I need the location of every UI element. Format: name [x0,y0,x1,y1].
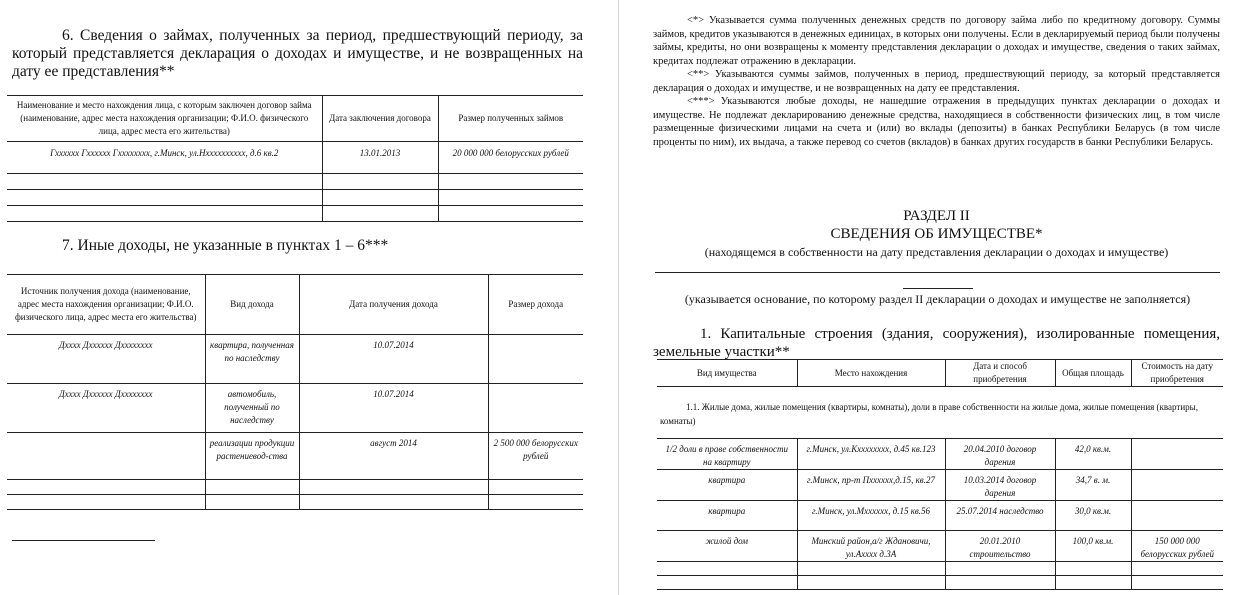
table-row [657,562,1223,576]
income-cell [299,495,488,510]
footnote-other-income: <***> Указываются любые доходы, не нашедшие отражения в предыдущих пунктах декларации о доходах и имуществе. Не подлежат декларированию денежные средства, находящиеся в собственности физических лиц, в том числе размещенные физическими лицами на счета и (или) во вклады (депозиты) в банках Республики Беларусь (в том числе проценты по ним), их выдача, а также перевод со счетов (вкладов) в банках других государств в банки Республики Беларусь. [653,96,1220,148]
estate-cell [945,562,1055,576]
loans-header-amount: Размер полученных займов [438,96,583,142]
income-cell: автомобиль, полученный по наследству [205,384,299,433]
income-header-source: Источник получения дохода (наименование, адрес места нахождения организации; Ф.И.О. физического лица, адрес места его жительства) [7,275,205,335]
income-cell: квартира, полученная по наследству [205,335,299,384]
estate-cell: 42,0 кв.м. [1055,439,1131,470]
income-cell [205,480,299,495]
loans-cell: Гхххххх Гхххххх Гхххххххх, г.Минск, ул.Нхххххххххх, д.6 кв.2 [7,142,322,174]
table-row [7,335,583,384]
estate-cell: жилой дом [657,531,797,562]
table-row [7,142,583,174]
section1-title: 1. Капитальные строения (здания, сооружения), изолированные помещения, земельные участки** [653,326,1220,360]
estate-cell [1055,562,1131,576]
table-row [7,174,583,190]
income-cell [488,384,583,433]
basis-line [655,272,1220,273]
table-row [657,439,1223,470]
estate-cell: 150 000 000 белорусских рублей [1131,531,1223,562]
estate-cell [1131,576,1223,590]
estate-header-location: Место нахождения [797,360,945,387]
estate-cell [657,562,797,576]
estate-cell [1131,439,1223,470]
income-cell [205,495,299,510]
estate-cell: 30,0 кв.м. [1055,501,1131,531]
estate-cell: 10.03.2014 договор дарения [945,470,1055,501]
loans-cell [7,174,322,190]
estate-header-type: Вид имущества [657,360,797,387]
loans-cell [438,190,583,206]
estate-header-cost: Стоимость на дату приобретения [1131,360,1223,387]
income-cell: 10.07.2014 [299,384,488,433]
loans-cell [322,190,438,206]
table-row [657,576,1223,590]
footnote-loans: <*> Указывается сумма полученных денежных средств по договору займа либо по кредитному договору. Суммы займов, кредитов указываются в денежных единицах, в которых они получены. Если в декларируемый период были получены займы, кредиты, но они возвращены к моменту представления декларации о доходах и имуществе, сведения о таких займах, кредитах подлежат отражению в декларации. [653,15,1220,67]
loans-cell [438,174,583,190]
estate-cell [945,576,1055,590]
estate-cell: 25.07.2014 наследство [945,501,1055,531]
loans-table [7,95,583,222]
estate-cell: 20.01.2010 строительство [945,531,1055,562]
income-cell [7,480,205,495]
table-row [7,433,583,480]
section6-title: 6. Сведения о займах, полученных за период, предшествующий периоду, за который представляется декларация о доходах и имуществе, и не возвращенных на дату ее представления** [12,27,583,80]
income-cell: 2 500 000 белорусских рублей [488,433,583,480]
estate-cell [797,562,945,576]
estate-cell: г.Минск, ул.Мхххххх, д.15 кв.56 [797,501,945,531]
table-row [7,206,583,222]
table-row [657,470,1223,501]
income-cell [488,335,583,384]
table-row [657,501,1223,531]
real-estate-table [657,359,1223,590]
estate-cell [1131,501,1223,531]
loans-cell: 13.01.2013 [322,142,438,174]
estate-cell [1055,576,1131,590]
table-row [7,495,583,510]
table-row [657,531,1223,562]
income-cell [488,480,583,495]
estate-cell: квартира [657,470,797,501]
estate-cell: г.Минск, пр-т Пхххххх,д.15, кв.27 [797,470,945,501]
section7-title: 7. Иные доходы, не указанные в пунктах 1 – 6*** [62,237,389,254]
income-cell [299,480,488,495]
other-income-table [7,274,583,510]
income-cell: август 2014 [299,433,488,480]
loans-cell [7,190,322,206]
estate-header-area: Общая площадь [1055,360,1131,387]
estate-cell [657,576,797,590]
section2-basis-note: (указывается основание, по которому раздел II декларации о доходах и имуществе не заполняется) [684,292,1191,306]
section2-heading: РАЗДЕЛ II [903,208,970,224]
income-cell [7,433,205,480]
loans-header-date: Дата заключения договора [322,96,438,142]
income-cell [488,495,583,510]
section2-title: СВЕДЕНИЯ ОБ ИМУЩЕСТВЕ* [830,226,1043,242]
footnote-separator [12,540,155,541]
income-cell [7,495,205,510]
income-header-type: Вид дохода [205,275,299,335]
estate-cell [1131,562,1223,576]
basis-short-line [903,288,973,289]
estate-cell: Минский район,а/г Ждановичи, ул.Аxxxx д.3А [797,531,945,562]
page-divider [618,0,619,595]
table-row [7,190,583,206]
estate-cell: 34,7 в. м. [1055,470,1131,501]
income-cell: 10.07.2014 [299,335,488,384]
estate-cell [797,576,945,590]
income-cell: Дхххх Дхххххх Дхххххххх [7,384,205,433]
estate-cell: квартира [657,501,797,531]
footnotes [653,14,1220,149]
loans-cell [322,206,438,222]
section2-subtitle: (находящемся в собственности на дату представления декларации о доходах и имуществе) [704,245,1169,259]
income-cell: реализации продукции растениевод-ства [205,433,299,480]
loans-cell [438,206,583,222]
table-row [7,384,583,433]
estate-cell: 1/2 доли в праве собственности на квартиру [657,439,797,470]
footnote-unreturned-loans: <**> Указываются суммы займов, полученных в период, предшествующий периоду, за который представляется декларация о доходах и имуществе, и не возвращенных на дату ее представления. [653,69,1220,94]
loans-cell: 20 000 000 белорусских рублей [438,142,583,174]
table-row [7,480,583,495]
estate-subheading: 1.1. Жилые дома, жилые помещения (квартиры, комнаты), доли в праве собственности на жилые дома, жилые помещения (квартиры, комнаты) [657,387,1223,439]
loans-header-lender: Наименование и место нахождения лица, с которым заключен договор займа (наименование, адрес места нахождения организации; Ф.И.О. физического лица, адрес места его жительства) [7,96,322,142]
estate-header-acquisition: Дата и способ приобретения [945,360,1055,387]
loans-cell [322,174,438,190]
income-header-date: Дата получения дохода [299,275,488,335]
estate-cell: 100,0 кв.м. [1055,531,1131,562]
income-cell: Дхххх Дхххххх Дхххххххх [7,335,205,384]
income-header-amount: Размер дохода [488,275,583,335]
estate-cell: г.Минск, ул.Кхххххххх, д.45 кв.123 [797,439,945,470]
estate-cell [1131,470,1223,501]
estate-cell: 20.04.2010 договор дарения [945,439,1055,470]
loans-cell [7,206,322,222]
